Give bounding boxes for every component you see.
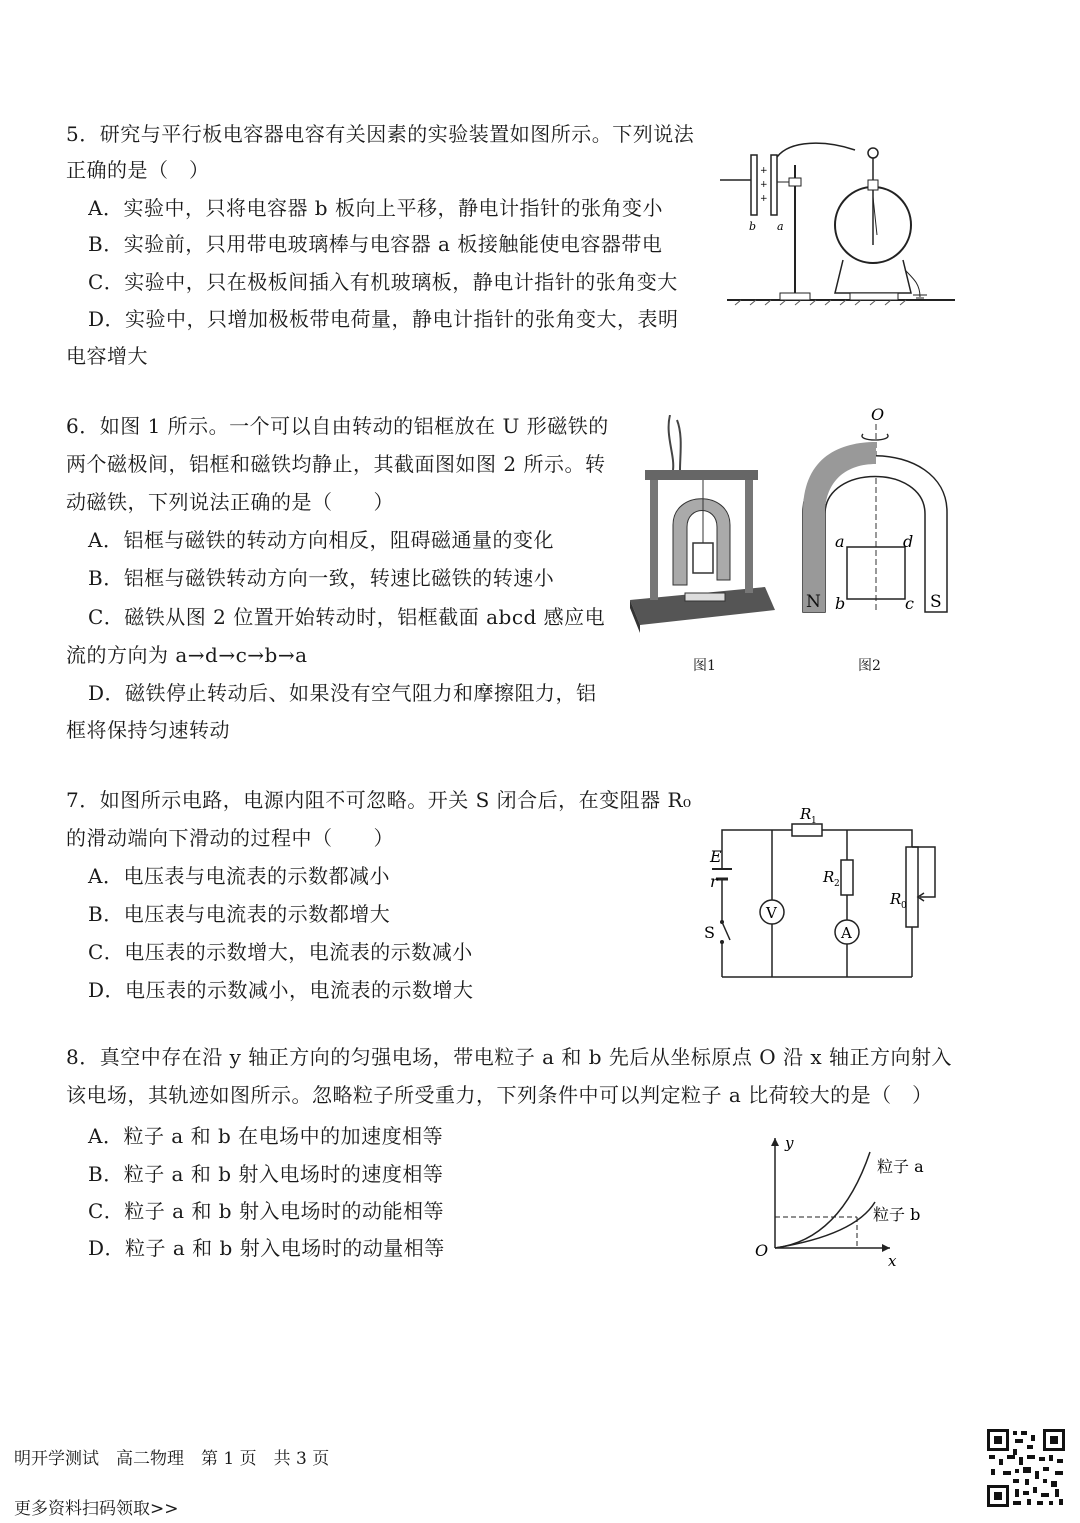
- q8-stem-line1: 8．真空中存在沿 y 轴正方向的匀强电场，带电粒子 a 和 b 先后从坐标原点 O 沿 x 轴正方向射入: [66, 1045, 952, 1069]
- graph-y-label: y: [785, 1134, 794, 1152]
- figure-2-cross-section: [795, 402, 955, 617]
- q5-stem-line1: 5．研究与平行板电容器电容有关因素的实验装置如图所示。下列说法: [66, 122, 695, 146]
- q7-option-b: B．电压表与电流表的示数都增大: [88, 902, 391, 926]
- corner-a-label: a: [835, 532, 845, 551]
- q5-option-c: C．实验中，只在极板间插入有机玻璃板，静电计指针的张角变大: [88, 270, 678, 294]
- q8-option-a: A．粒子 a 和 b 在电场中的加速度相等: [88, 1124, 444, 1148]
- ammeter-label: A: [841, 924, 852, 942]
- q6-stem-line3: 动磁铁，下列说法正确的是（ ）: [66, 490, 394, 514]
- page-footer: 明开学测试 高二物理 第 1 页 共 3 页: [14, 1449, 330, 1469]
- q6-stem-line2: 两个磁极间，铝框和磁铁均静止，其截面图如图 2 所示。转: [66, 452, 606, 476]
- rheostat-r0-label: R: [890, 890, 902, 908]
- source-r-label: r: [710, 872, 718, 891]
- q6-option-c-tail: 流的方向为 a→d→c→b→a: [66, 643, 308, 667]
- resistor-r1-sub: 1: [811, 816, 817, 826]
- trajectory-a: [775, 1152, 870, 1248]
- pole-s-label: S: [930, 592, 942, 612]
- q8-stem-line2: 该电场，其轨迹如图所示。忽略粒子所受重力，下列条件中可以判定粒子 a 比荷较大的是（ ）: [66, 1083, 933, 1107]
- resistor-r2-sub: 2: [834, 879, 840, 889]
- switch-s-label: S: [704, 923, 715, 942]
- q5-stem-line2: 正确的是（ ）: [66, 158, 210, 182]
- plate-a-label: a: [777, 220, 784, 233]
- resistor-r2-label: R: [823, 868, 835, 886]
- q7-stem-line2: 的滑动端向下滑动的过程中（ ）: [66, 826, 394, 850]
- source-e-label: E: [710, 847, 722, 866]
- q7-option-a: A．电压表与电流表的示数都减小: [88, 864, 390, 888]
- q5-option-d-tail: 电容增大: [66, 344, 148, 368]
- rheostat-r0-sub: 0: [901, 901, 907, 911]
- graph-particle-a-label: 粒子 a: [877, 1157, 924, 1176]
- capacitor-plus-2: +: [760, 180, 768, 190]
- resistor-r1-label: R: [800, 805, 812, 823]
- circuit-diagram: [700, 802, 950, 987]
- q6-option-c: C．磁铁从图 2 位置开始转动时，铝框截面 abcd 感应电: [88, 605, 606, 629]
- figure-2-caption: 图2: [858, 658, 881, 674]
- graph-particle-b-label: 粒子 b: [873, 1205, 921, 1224]
- q7-option-c: C．电压表的示数增大，电流表的示数减小: [88, 940, 473, 964]
- q7-option-d: D．电压表的示数减小，电流表的示数增大: [88, 978, 474, 1002]
- pole-n-label: N: [806, 592, 821, 612]
- q5-option-a: A．实验中，只将电容器 b 板向上平移，静电计指针的张角变小: [88, 196, 663, 220]
- q5-option-d: D．实验中，只增加极板带电荷量，静电计指针的张角变大，表明: [88, 307, 679, 331]
- q6-stem-line1: 6．如图 1 所示。一个可以自由转动的铝框放在 U 形磁铁的: [66, 414, 609, 438]
- corner-c-label: c: [905, 594, 914, 613]
- capacitor-plus-1: +: [760, 166, 768, 176]
- q8-option-d: D．粒子 a 和 b 射入电场时的动量相等: [88, 1236, 445, 1260]
- q8-option-c: C．粒子 a 和 b 射入电场时的动能相等: [88, 1199, 444, 1223]
- capacitor-plus-3: +: [760, 194, 768, 204]
- q5-option-b: B．实验前，只用带电玻璃棒与电容器 a 板接触能使电容器带电: [88, 232, 663, 256]
- q6-option-d-line1: D．磁铁停止转动后、如果没有空气阻力和摩擦阻力，铝: [88, 681, 597, 705]
- trajectory-graph: [745, 1130, 945, 1270]
- corner-d-label: d: [903, 532, 914, 551]
- q6-option-d-line2: 框将保持匀速转动: [66, 718, 230, 742]
- graph-origin-label: O: [755, 1241, 769, 1260]
- plate-b-label: b: [749, 220, 757, 233]
- q8-option-b: B．粒子 a 和 b 射入电场时的速度相等: [88, 1162, 444, 1186]
- figure-1-magnet-frame: [625, 415, 780, 640]
- qr-code[interactable]: [985, 1427, 1067, 1509]
- corner-b-label: b: [835, 594, 846, 613]
- figure-1-caption: 图1: [693, 658, 716, 674]
- q6-option-a: A．铝框与磁铁的转动方向相反，阻碍磁通量的变化: [88, 528, 554, 552]
- capacitor-electrometer-figure: [715, 135, 960, 310]
- more-materials-link[interactable]: 更多资料扫码领取>>: [14, 1499, 179, 1519]
- axis-o-label: O: [871, 405, 885, 424]
- graph-x-label: x: [888, 1252, 897, 1270]
- q6-option-b: B．铝框与磁铁转动方向一致，转速比磁铁的转速小: [88, 566, 555, 590]
- voltmeter-label: V: [766, 904, 777, 922]
- q7-stem-line1: 7．如图所示电路，电源内阻不可忽略。开关 S 闭合后，在变阻器 R₀: [66, 788, 692, 812]
